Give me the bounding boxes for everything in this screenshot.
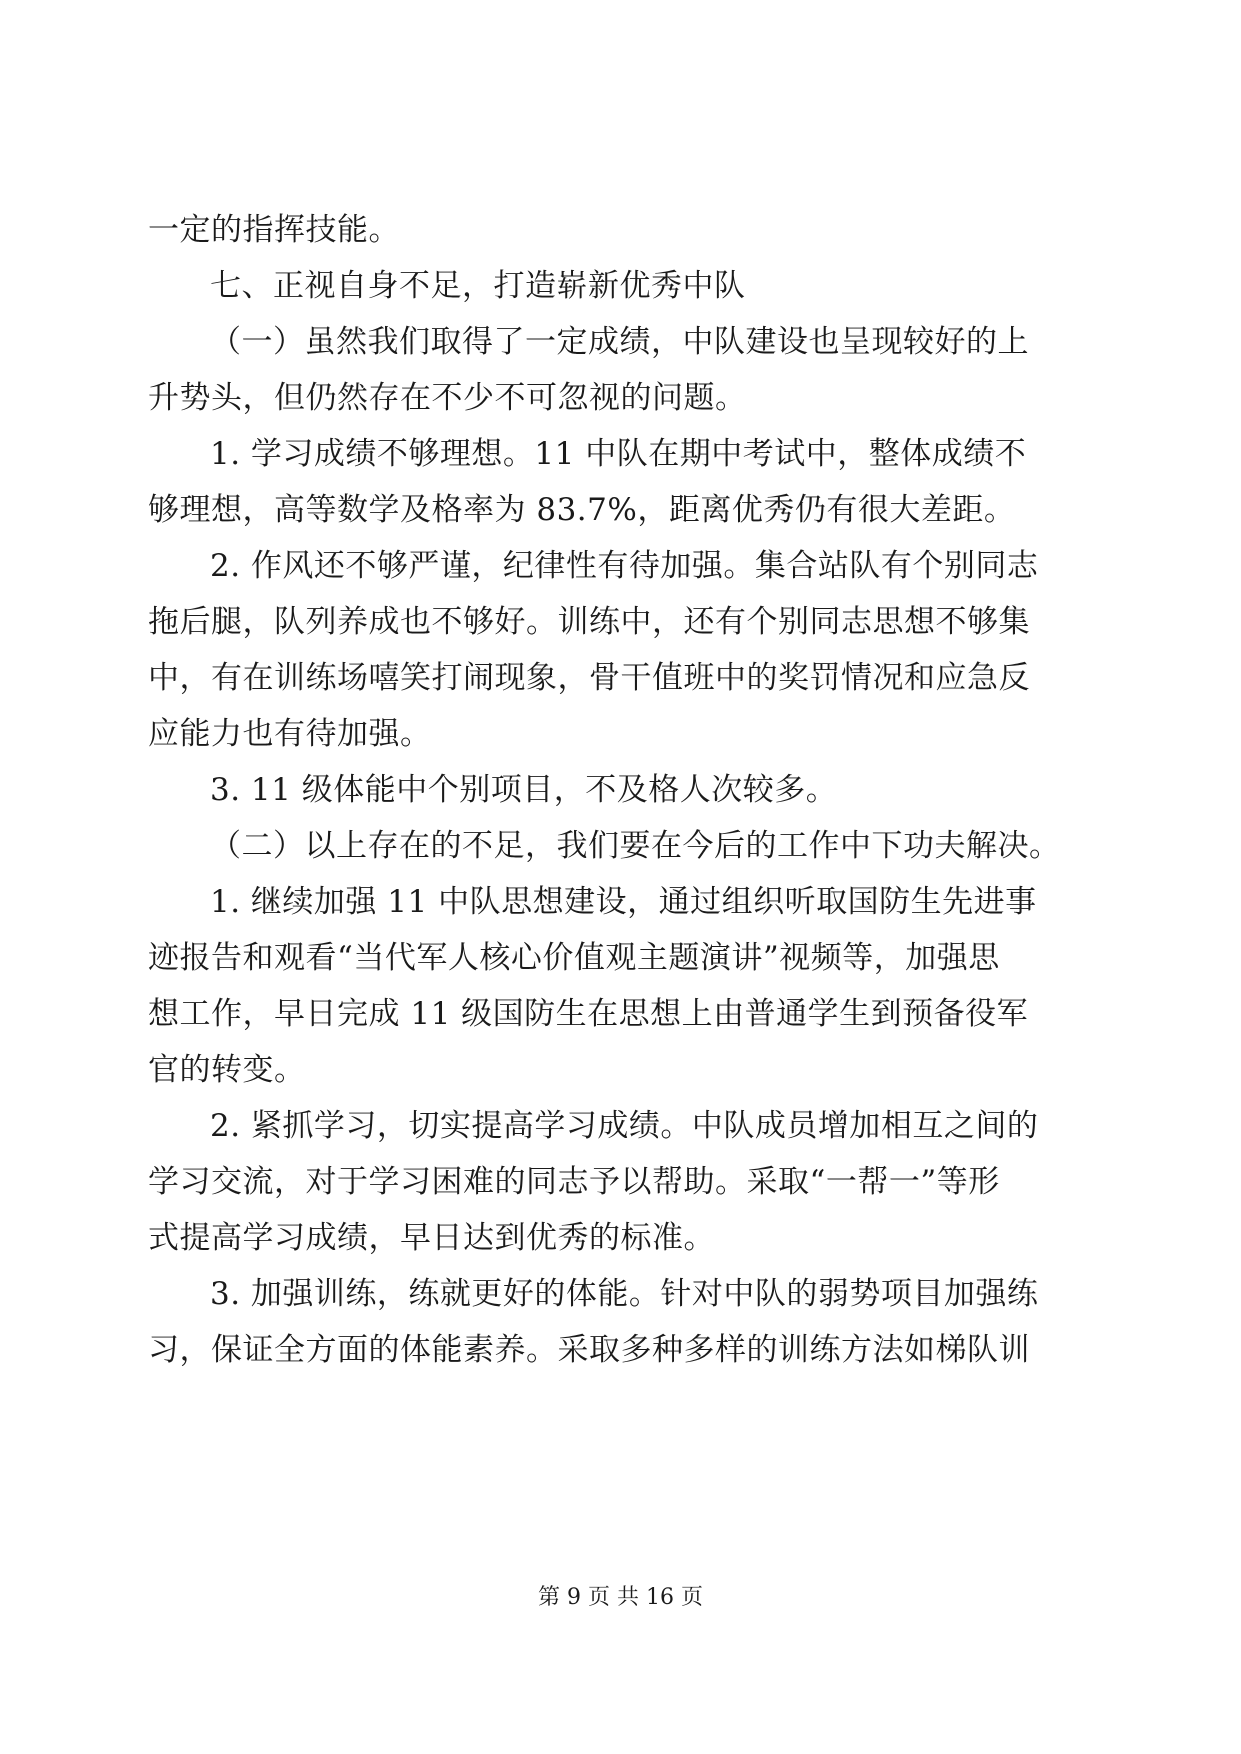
text-line: 官的转变。 bbox=[148, 1052, 306, 1088]
text-line: 中，有在训练场嘻笑打闹现象，骨干值班中的奖罚情况和应急反 bbox=[148, 660, 1030, 696]
text-line: 3. 加强训练，练就更好的体能。针对中队的弱势项目加强练 bbox=[210, 1276, 1039, 1312]
text-line: 1. 继续加强 11 中队思想建设，通过组织听取国防生先进事 bbox=[210, 884, 1037, 920]
text-line: 1. 学习成绩不够理想。11 中队在期中考试中，整体成绩不 bbox=[210, 436, 1027, 472]
page-number-footer: 第 9 页 共 16 页 bbox=[538, 1585, 703, 1610]
text-line: 一定的指挥技能。 bbox=[148, 212, 400, 248]
text-line: 拖后腿，队列养成也不够好。训练中，还有个别同志思想不够集 bbox=[148, 604, 1030, 640]
text-line: 3. 11 级体能中个别项目，不及格人次较多。 bbox=[210, 772, 838, 808]
text-line: 习，保证全方面的体能素养。采取多种多样的训练方法如梯队训 bbox=[148, 1332, 1030, 1368]
text-line: 应能力也有待加强。 bbox=[148, 716, 432, 752]
text-line: 式提高学习成绩，早日达到优秀的标准。 bbox=[148, 1220, 715, 1256]
text-line: 2. 作风还不够严谨，纪律性有待加强。集合站队有个别同志 bbox=[210, 548, 1039, 584]
text-line: 升势头，但仍然存在不少不可忽视的问题。 bbox=[148, 380, 747, 416]
text-line: 想工作，早日完成 11 级国防生在思想上由普通学生到预备役军 bbox=[148, 996, 1029, 1032]
text-line: （一）虽然我们取得了一定成绩，中队建设也呈现较好的上 bbox=[210, 324, 1029, 360]
text-line: （二）以上存在的不足，我们要在今后的工作中下功夫解决。 bbox=[210, 828, 1061, 864]
text-line: 学习交流，对于学习困难的同志予以帮助。采取“一帮一”等形 bbox=[148, 1164, 1000, 1200]
section-heading: 七、正视自身不足，打造崭新优秀中队 bbox=[210, 268, 746, 304]
text-line: 2. 紧抓学习，切实提高学习成绩。中队成员增加相互之间的 bbox=[210, 1108, 1039, 1144]
text-line: 够理想，高等数学及格率为 83.7%，距离优秀仍有很大差距。 bbox=[148, 492, 1016, 528]
text-line: 迹报告和观看“当代军人核心价值观主题演讲”视频等，加强思 bbox=[148, 940, 1000, 976]
